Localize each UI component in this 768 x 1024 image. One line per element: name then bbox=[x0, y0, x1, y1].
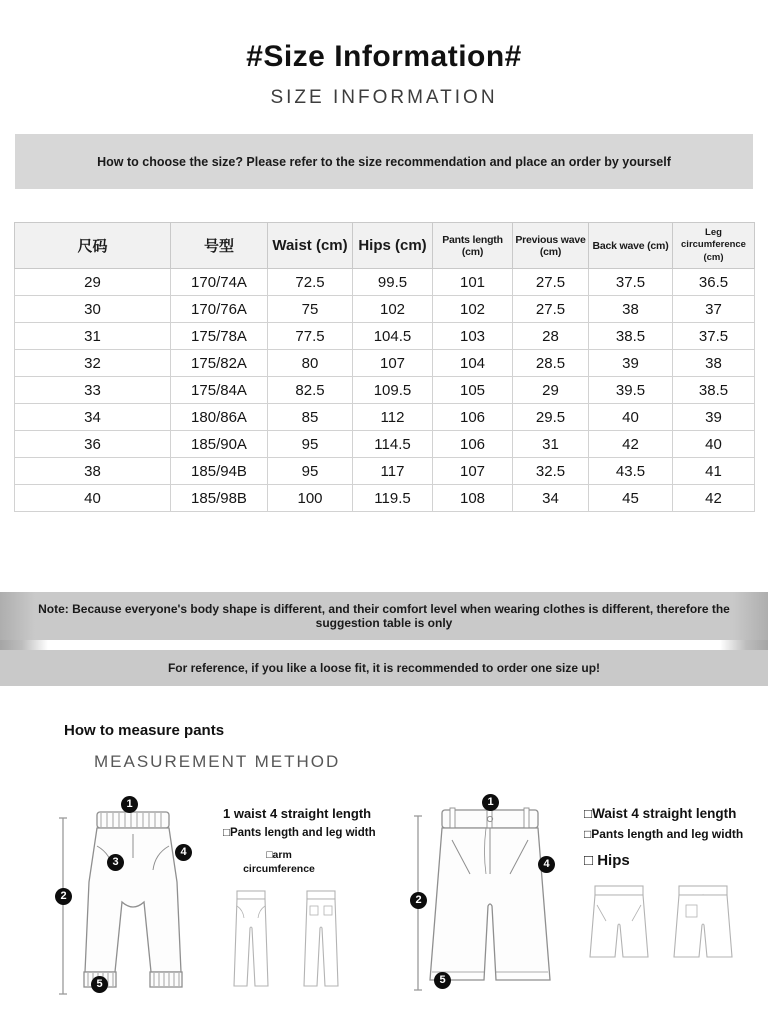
table-cell: 104 bbox=[433, 350, 513, 377]
table-cell: 80 bbox=[268, 350, 353, 377]
table-cell: 40 bbox=[673, 431, 755, 458]
measure-point-3: 3 bbox=[107, 854, 124, 871]
table-cell: 29 bbox=[15, 269, 171, 296]
table-header-row bbox=[15, 223, 755, 269]
table-cell: 36 bbox=[15, 431, 171, 458]
table-header-cell: Pants length (cm) bbox=[433, 223, 513, 269]
table-row bbox=[15, 350, 755, 377]
table-cell: 28.5 bbox=[513, 350, 589, 377]
note-banner-line1 bbox=[0, 592, 768, 640]
table-cell: 29.5 bbox=[513, 404, 589, 431]
table-cell: 99.5 bbox=[353, 269, 433, 296]
table-cell: 102 bbox=[353, 296, 433, 323]
table-cell: 185/90A bbox=[171, 431, 268, 458]
table-cell: 38.5 bbox=[589, 323, 673, 350]
table-cell: 175/82A bbox=[171, 350, 268, 377]
table-cell: 95 bbox=[268, 458, 353, 485]
table-cell: 104.5 bbox=[353, 323, 433, 350]
table-header-cell: 尺码 bbox=[15, 223, 171, 269]
measure-point-5: 5 bbox=[91, 976, 108, 993]
pants-front-thumbnail-icon bbox=[223, 886, 279, 994]
table-cell: 180/86A bbox=[171, 404, 268, 431]
page-title: #Size Information# bbox=[246, 40, 522, 73]
table-cell: 34 bbox=[15, 404, 171, 431]
table-cell: 114.5 bbox=[353, 431, 433, 458]
measurement-diagrams bbox=[55, 794, 768, 1012]
note-text-line2: For reference, if you like a loose fit, it is recommended to order one size up! bbox=[167, 661, 601, 675]
table-cell: 37.5 bbox=[589, 269, 673, 296]
note-text-line1: Note: Because everyone's body shape is different, and their comfort level when wearing clothes is different, therefore the suggestion table is only bbox=[38, 602, 730, 630]
page-subtitle: SIZE INFORMATION bbox=[270, 87, 498, 108]
table-cell: 40 bbox=[15, 485, 171, 512]
table-row bbox=[15, 296, 755, 323]
note-banner-line2 bbox=[0, 650, 768, 686]
table-cell: 42 bbox=[673, 485, 755, 512]
table-cell: 101 bbox=[433, 269, 513, 296]
table-cell: 72.5 bbox=[268, 269, 353, 296]
table-cell: 185/98B bbox=[171, 485, 268, 512]
table-row bbox=[15, 323, 755, 350]
table-cell: 108 bbox=[433, 485, 513, 512]
table-cell: 40 bbox=[589, 404, 673, 431]
table-cell: 28 bbox=[513, 323, 589, 350]
table-cell: 77.5 bbox=[268, 323, 353, 350]
table-cell: 36.5 bbox=[673, 269, 755, 296]
measure-note-line: □ Hips bbox=[584, 852, 630, 869]
table-cell: 27.5 bbox=[513, 296, 589, 323]
measure-point-2: 2 bbox=[410, 892, 427, 909]
table-row bbox=[15, 458, 755, 485]
pants-sketch-icon bbox=[55, 794, 215, 1012]
table-cell: 32 bbox=[15, 350, 171, 377]
table-cell: 112 bbox=[353, 404, 433, 431]
table-cell: 100 bbox=[268, 485, 353, 512]
table-cell: 175/84A bbox=[171, 377, 268, 404]
measure-point-1: 1 bbox=[121, 796, 138, 813]
table-row bbox=[15, 431, 755, 458]
table-cell: 117 bbox=[353, 458, 433, 485]
table-cell: 185/94B bbox=[171, 458, 268, 485]
note-banner-fold bbox=[0, 640, 768, 650]
table-cell: 105 bbox=[433, 377, 513, 404]
pants-measure-notes bbox=[223, 794, 388, 1012]
table-row bbox=[15, 269, 755, 296]
table-cell: 33 bbox=[15, 377, 171, 404]
table-cell: 170/74A bbox=[171, 269, 268, 296]
measure-note-line: □arm circumference bbox=[243, 849, 315, 876]
size-table-body bbox=[15, 269, 755, 512]
pants-back-thumbnail-icon bbox=[293, 886, 349, 994]
table-cell: 39 bbox=[673, 404, 755, 431]
choose-size-banner bbox=[15, 134, 753, 189]
shorts-front-thumbnail-icon bbox=[584, 879, 654, 971]
table-header-cell: Hips (cm) bbox=[353, 223, 433, 269]
table-cell: 82.5 bbox=[268, 377, 353, 404]
table-cell: 27.5 bbox=[513, 269, 589, 296]
table-header-cell: 号型 bbox=[171, 223, 268, 269]
size-table-wrap bbox=[14, 222, 754, 512]
pants-diagram bbox=[55, 794, 215, 1012]
table-cell: 107 bbox=[353, 350, 433, 377]
table-cell: 175/78A bbox=[171, 323, 268, 350]
table-cell: 31 bbox=[15, 323, 171, 350]
measure-note-line: □Pants length and leg width bbox=[584, 827, 744, 841]
table-cell: 31 bbox=[513, 431, 589, 458]
table-cell: 106 bbox=[433, 431, 513, 458]
size-table bbox=[14, 222, 755, 512]
table-cell: 41 bbox=[673, 458, 755, 485]
choose-size-banner-text: How to choose the size? Please refer to the size recommendation and place an order by yourself bbox=[97, 154, 671, 169]
measure-point-2: 2 bbox=[55, 888, 72, 905]
table-cell: 95 bbox=[268, 431, 353, 458]
shorts-thumbnails bbox=[584, 879, 768, 971]
table-cell: 39 bbox=[589, 350, 673, 377]
table-cell: 75 bbox=[268, 296, 353, 323]
measure-note-line: 1 waist 4 straight length bbox=[223, 806, 372, 821]
table-cell: 107 bbox=[433, 458, 513, 485]
table-cell: 106 bbox=[433, 404, 513, 431]
table-cell: 103 bbox=[433, 323, 513, 350]
measure-heading: How to measure pants bbox=[64, 722, 225, 739]
shorts-measure-notes bbox=[584, 794, 768, 1012]
pants-thumbnails bbox=[223, 886, 388, 994]
table-cell: 109.5 bbox=[353, 377, 433, 404]
table-cell: 43.5 bbox=[589, 458, 673, 485]
table-cell: 32.5 bbox=[513, 458, 589, 485]
table-header-cell: Waist (cm) bbox=[268, 223, 353, 269]
table-cell: 85 bbox=[268, 404, 353, 431]
measure-subheading: MEASUREMENT METHOD bbox=[94, 752, 341, 771]
shorts-diagram bbox=[410, 794, 570, 1012]
table-row bbox=[15, 404, 755, 431]
measure-point-4: 4 bbox=[538, 856, 555, 873]
table-cell: 38 bbox=[15, 458, 171, 485]
table-header-cell: Previous wave (cm) bbox=[513, 223, 589, 269]
measure-point-1: 1 bbox=[482, 794, 499, 811]
table-cell: 38.5 bbox=[673, 377, 755, 404]
table-cell: 37 bbox=[673, 296, 755, 323]
measure-point-4: 4 bbox=[175, 844, 192, 861]
table-cell: 39.5 bbox=[589, 377, 673, 404]
measure-note-line: □Waist 4 straight length bbox=[584, 806, 737, 821]
table-row bbox=[15, 377, 755, 404]
table-header-cell: Leg circumference (cm) bbox=[673, 223, 755, 269]
table-cell: 119.5 bbox=[353, 485, 433, 512]
measure-note-line: □Pants length and leg width bbox=[223, 827, 376, 839]
table-cell: 30 bbox=[15, 296, 171, 323]
table-cell: 170/76A bbox=[171, 296, 268, 323]
table-cell: 34 bbox=[513, 485, 589, 512]
table-cell: 102 bbox=[433, 296, 513, 323]
measure-point-5: 5 bbox=[434, 972, 451, 989]
table-header-cell: Back wave (cm) bbox=[589, 223, 673, 269]
table-row bbox=[15, 485, 755, 512]
table-cell: 42 bbox=[589, 431, 673, 458]
table-cell: 45 bbox=[589, 485, 673, 512]
table-cell: 38 bbox=[673, 350, 755, 377]
table-cell: 38 bbox=[589, 296, 673, 323]
table-cell: 29 bbox=[513, 377, 589, 404]
table-cell: 37.5 bbox=[673, 323, 755, 350]
shorts-back-thumbnail-icon bbox=[668, 879, 738, 971]
